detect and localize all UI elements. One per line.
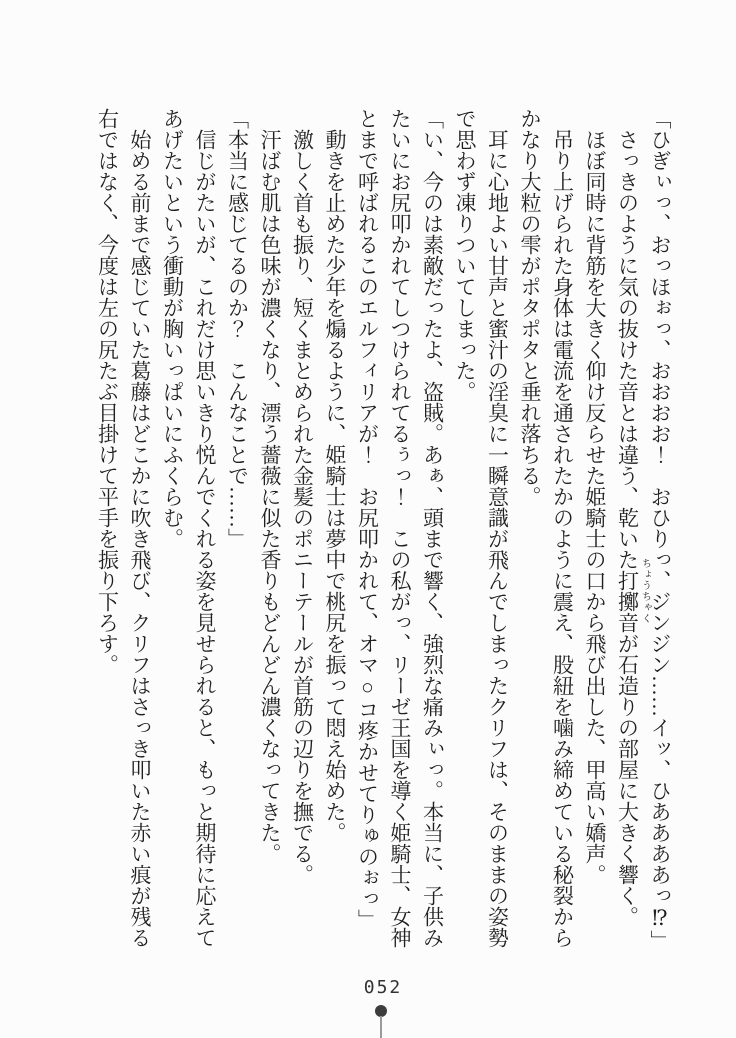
- text-line: 「ひぎぃっ、おっほぉっ、おおおお！ おひりっ、ジンジン……イッ、ひああああっ⁉」: [648, 108, 672, 951]
- text-line: かなり大粒の雫がポタポタと垂れ落ちる。: [518, 108, 542, 507]
- text-line: 汗ばむ肌は色味が濃くなり、漂う薔薇に似た香りもどんどん濃くなってきた。: [258, 129, 282, 864]
- text-line: で思わず凍りついてしまった。: [453, 108, 477, 402]
- page-number: 052: [363, 977, 403, 998]
- text-block: [91, 108, 676, 950]
- text-line: 「本当に感じてるのか？ こんなことで……」: [225, 108, 250, 549]
- text-line: 「い、今のは素敵だったよ、盗賊。あぁ、頭まで響く、強烈な痛みぃっ。本当に、子供み: [420, 108, 445, 948]
- furigana: ちょうちゃく: [639, 558, 651, 624]
- text-line: 激しく首も振り、短くまとめられた金髪のポニーテールが首筋の辺りを撫でる。: [290, 129, 315, 885]
- text-line: とまで呼ばれるこのエルフィリアが！ お尻叩かれて、オマ○コ疼かせてりゅのぉっ」: [355, 108, 380, 930]
- ruby-base: 打擲 ちょうちゃく: [615, 558, 651, 624]
- text-line: さっきのように気の抜けた音とは違う、乾いた打擲 ちょうちゃく 音が石造りの部屋に大きく響く。: [615, 129, 651, 927]
- text-line: たいにお尻叩かれてしつけられてるぅっ！ この私がっ、リーゼ王国を導く姫騎士、女神: [388, 108, 412, 948]
- text-line: 吊り上げられた身体は電流を通されたかのように震え、股紐を噛み締めている秘裂から: [550, 129, 575, 948]
- text-line: 信じがたいが、これだけ思いきり悦んでくれる姿を見せられると、もっと期待に応えて: [193, 129, 217, 948]
- text-line: 耳に心地よい甘声と蜜汁の淫臭に一瞬意識が飛んでしまったクリフは、そのままの姿勢: [485, 129, 510, 948]
- text-line: ほぼ同時に背筋を大きく仰け反らせた姫騎士の口から飛び出した、甲高い嬌声。: [583, 129, 607, 885]
- text-line: あげたいという衝動が胸いっぱいにふくらむ。: [160, 108, 185, 549]
- text-line: 始める前まで感じていた葛藤はどこかに吹き飛び、クリフはさっき叩いた赤い痕が残る: [128, 129, 152, 948]
- text-line: 動きを止めた少年を煽るように、姫騎士は夢中で桃尻を振って悶え始めた。: [323, 129, 347, 843]
- progress-stem-line: [380, 1016, 382, 1038]
- text-line: 右ではなく、今度は左の尻たぶ目掛けて平手を振り下ろす。: [95, 108, 120, 675]
